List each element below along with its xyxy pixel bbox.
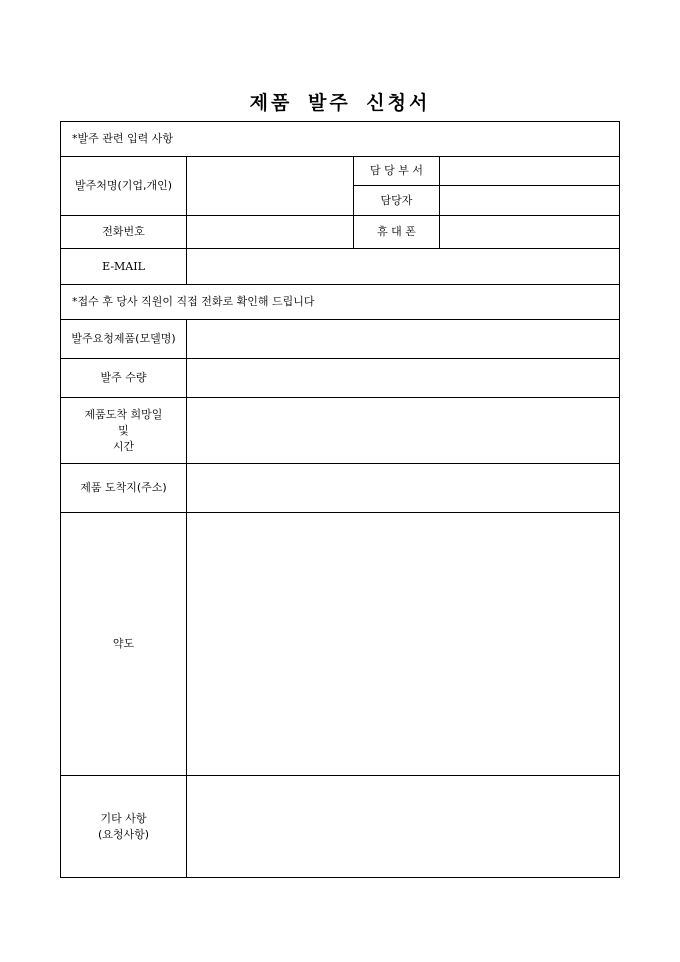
orderer-label: 발주처명(기업,개인): [74, 179, 173, 192]
destination-field[interactable]: [187, 464, 619, 512]
quantity-field[interactable]: [187, 359, 619, 397]
orderer-field[interactable]: [187, 157, 353, 215]
manager-field[interactable]: [440, 186, 619, 215]
etc-label-line2: (요청사항): [97, 827, 150, 841]
mobile-field[interactable]: [440, 216, 619, 248]
arrival-label: [61, 398, 186, 463]
page-title: 제품 발주 신청서: [249, 92, 431, 114]
email-label: E-MAIL: [102, 259, 145, 273]
section-order-info: *발주 관련 입력 사항: [72, 132, 173, 145]
etc-label-line1: 기타 사항: [100, 811, 147, 825]
etc-label: [61, 776, 186, 877]
product-label: 발주요청제품(모델명): [71, 332, 176, 345]
mobile-label: 휴 대 폰: [377, 225, 416, 238]
arrival-field[interactable]: [187, 398, 619, 463]
etc-field[interactable]: [187, 776, 619, 877]
email-field[interactable]: [187, 249, 619, 284]
arrival-label-line2: 및: [118, 423, 129, 437]
phone-field[interactable]: [187, 216, 353, 248]
phone-label: 전화번호: [102, 225, 145, 238]
arrival-label-line3: 시간: [112, 439, 135, 453]
arrival-label-line1: 제품도착 희망일: [84, 407, 163, 421]
map-field[interactable]: [187, 513, 619, 775]
notice-text: *접수 후 당사 직원이 직접 전화로 확인해 드립니다: [72, 295, 315, 308]
manager-label: 담당자: [380, 193, 413, 207]
map-label: 약도: [112, 637, 135, 650]
destination-label: 제품 도착지(주소): [80, 481, 167, 494]
dept-field[interactable]: [440, 157, 619, 185]
quantity-label: 발주 수량: [100, 371, 147, 384]
product-field[interactable]: [187, 320, 619, 358]
order-form: [60, 121, 620, 878]
dept-label: 담 당 부 서: [370, 164, 423, 177]
